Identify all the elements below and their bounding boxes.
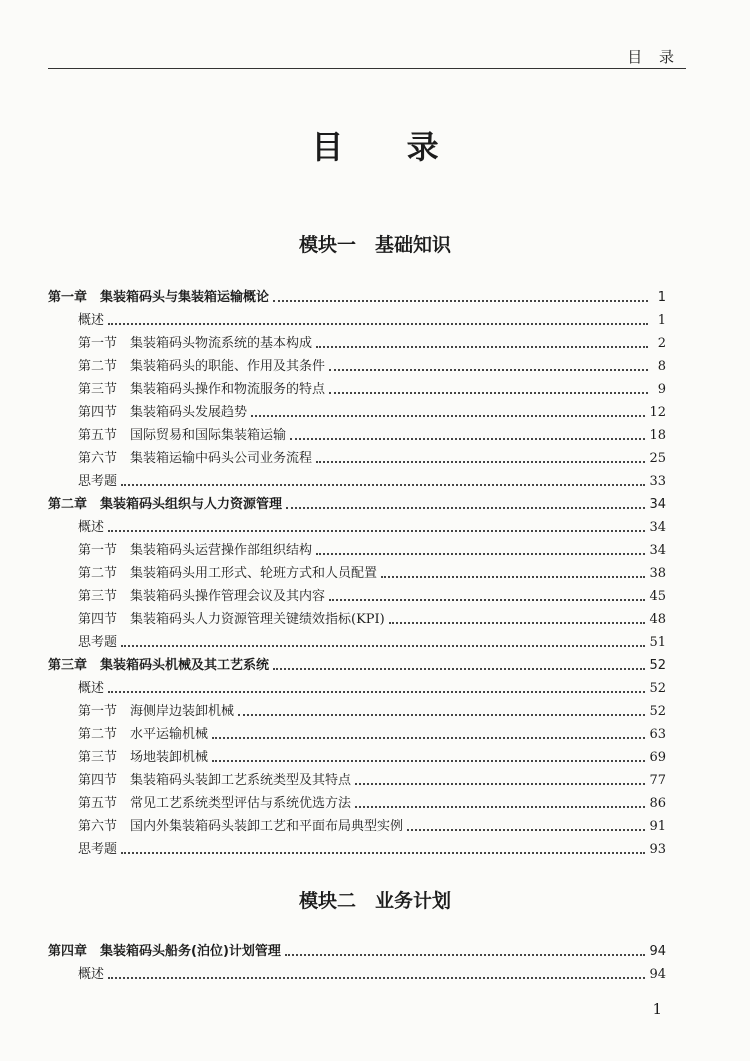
toc-label: 第四节 集装箱码头人力资源管理关键绩效指标(KPI)	[78, 612, 385, 627]
toc-page: 9	[657, 382, 666, 397]
toc-page: 51	[649, 635, 666, 650]
toc-section[interactable]	[78, 744, 666, 766]
toc-label: 第三节 集装箱码头操作管理会议及其内容	[78, 589, 326, 604]
toc-label: 第三节 场地装卸机械	[78, 750, 209, 765]
leader-dots	[121, 645, 645, 647]
leader-dots	[108, 530, 645, 532]
toc-page: 8	[657, 359, 666, 374]
toc-section[interactable]	[78, 514, 666, 536]
page-number: 1	[652, 1000, 662, 1018]
toc-section[interactable]	[78, 330, 666, 352]
toc-page: 33	[649, 474, 666, 489]
toc-section[interactable]	[78, 445, 666, 467]
leader-dots	[108, 323, 648, 325]
leader-dots	[407, 829, 645, 831]
leader-dots	[316, 346, 648, 348]
toc-section[interactable]	[78, 307, 666, 329]
toc-page: 18	[649, 428, 666, 443]
toc-section[interactable]	[78, 606, 666, 628]
toc-page: 34	[649, 543, 666, 558]
toc-label: 概述	[78, 681, 105, 696]
toc-page: 1	[657, 313, 666, 328]
module-title: 模块一 基础知识	[298, 234, 451, 256]
toc-section[interactable]	[78, 813, 666, 835]
leader-dots	[285, 954, 646, 956]
toc-section[interactable]	[78, 422, 666, 444]
toc-section[interactable]	[78, 537, 666, 559]
toc-page: 34	[649, 497, 666, 512]
toc-page: 12	[649, 405, 666, 420]
toc-page: 48	[649, 612, 666, 627]
toc-page: 86	[649, 796, 666, 811]
toc-label: 第二节 集装箱码头用工形式、轮班方式和人员配置	[78, 566, 378, 581]
toc-page: 93	[649, 842, 666, 857]
toc-label: 第四章 集装箱码头船务(泊位)计划管理	[48, 944, 281, 959]
toc-label: 概述	[78, 967, 105, 982]
toc-page: 2	[657, 336, 666, 351]
leader-dots	[316, 553, 645, 555]
leader-dots	[381, 576, 645, 578]
toc-label: 第五节 国际贸易和国际集装箱运输	[78, 428, 287, 443]
toc-label: 第三章 集装箱码头机械及其工艺系统	[48, 658, 270, 673]
toc-chapter[interactable]	[48, 284, 666, 306]
toc-chapter[interactable]	[48, 938, 666, 960]
leader-dots	[212, 737, 645, 739]
toc-section[interactable]	[78, 836, 666, 858]
toc-label: 第二章 集装箱码头组织与人力资源管理	[48, 497, 283, 512]
toc-label: 思考题	[78, 842, 118, 857]
toc-section[interactable]	[78, 353, 666, 375]
toc-label: 第二节 集装箱码头的职能、作用及其条件	[78, 359, 326, 374]
header-rule	[48, 68, 686, 69]
toc-section[interactable]	[78, 675, 666, 697]
toc-label: 第四节 集装箱码头装卸工艺系统类型及其特点	[78, 773, 352, 788]
leader-dots	[329, 599, 645, 601]
toc-label: 概述	[78, 313, 105, 328]
toc-page: 45	[649, 589, 666, 604]
toc-label: 第一节 集装箱码头运营操作部组织结构	[78, 543, 313, 558]
toc-page: 63	[649, 727, 666, 742]
toc-label: 思考题	[78, 635, 118, 650]
toc-page: 52	[649, 681, 666, 696]
leader-dots	[121, 852, 645, 854]
toc-page: 91	[649, 819, 666, 834]
leader-dots	[389, 622, 646, 624]
toc-section[interactable]	[78, 790, 666, 812]
toc-page: 69	[649, 750, 666, 765]
leader-dots	[108, 691, 645, 693]
toc-section[interactable]	[78, 376, 666, 398]
toc-label: 第一章 集装箱码头与集装箱运输概论	[48, 290, 270, 305]
toc-label: 第一节 海侧岸边装卸机械	[78, 704, 235, 719]
leader-dots	[329, 392, 648, 394]
toc-section[interactable]	[78, 767, 666, 789]
leader-dots	[273, 300, 648, 302]
leader-dots	[273, 668, 645, 670]
leader-dots	[316, 461, 645, 463]
toc-page: 77	[649, 773, 666, 788]
toc-page: 34	[649, 520, 666, 535]
toc-chapter[interactable]	[48, 491, 666, 513]
leader-dots	[108, 977, 645, 979]
leader-dots	[212, 760, 645, 762]
toc-page: 38	[649, 566, 666, 581]
toc-label: 第六节 集装箱运输中码头公司业务流程	[78, 451, 313, 466]
running-head: 目 录	[627, 48, 680, 66]
toc-page: 94	[649, 944, 666, 959]
leader-dots	[355, 783, 645, 785]
leader-dots	[121, 484, 645, 486]
toc-label: 第二节 水平运输机械	[78, 727, 209, 742]
toc-label: 第五节 常见工艺系统类型评估与系统优选方法	[78, 796, 352, 811]
toc-section[interactable]	[78, 629, 666, 651]
toc-section[interactable]	[78, 560, 666, 582]
toc-section[interactable]	[78, 961, 666, 983]
toc-section[interactable]	[78, 399, 666, 421]
toc-section[interactable]	[78, 583, 666, 605]
toc-page: 52	[649, 658, 666, 673]
leader-dots	[238, 714, 645, 716]
toc-chapter[interactable]	[48, 652, 666, 674]
leader-dots	[329, 369, 648, 371]
toc-page: 52	[649, 704, 666, 719]
toc-section[interactable]	[78, 468, 666, 490]
toc-page: 94	[649, 967, 666, 982]
leader-dots	[290, 438, 645, 440]
toc-label: 第三节 集装箱码头操作和物流服务的特点	[78, 382, 326, 397]
toc-page: 1	[657, 290, 666, 305]
toc-section[interactable]	[78, 721, 666, 743]
module-title: 模块二 业务计划	[298, 890, 451, 912]
toc-label: 思考题	[78, 474, 118, 489]
toc-section[interactable]	[78, 698, 666, 720]
page-title: 目 录	[311, 128, 465, 166]
toc-label: 第四节 集装箱码头发展趋势	[78, 405, 248, 420]
toc-label: 第六节 国内外集装箱码头装卸工艺和平面布局典型实例	[78, 819, 404, 834]
toc-label: 概述	[78, 520, 105, 535]
toc-label: 第一节 集装箱码头物流系统的基本构成	[78, 336, 313, 351]
leader-dots	[251, 415, 645, 417]
leader-dots	[355, 806, 645, 808]
toc-page: 25	[649, 451, 666, 466]
leader-dots	[286, 507, 645, 509]
